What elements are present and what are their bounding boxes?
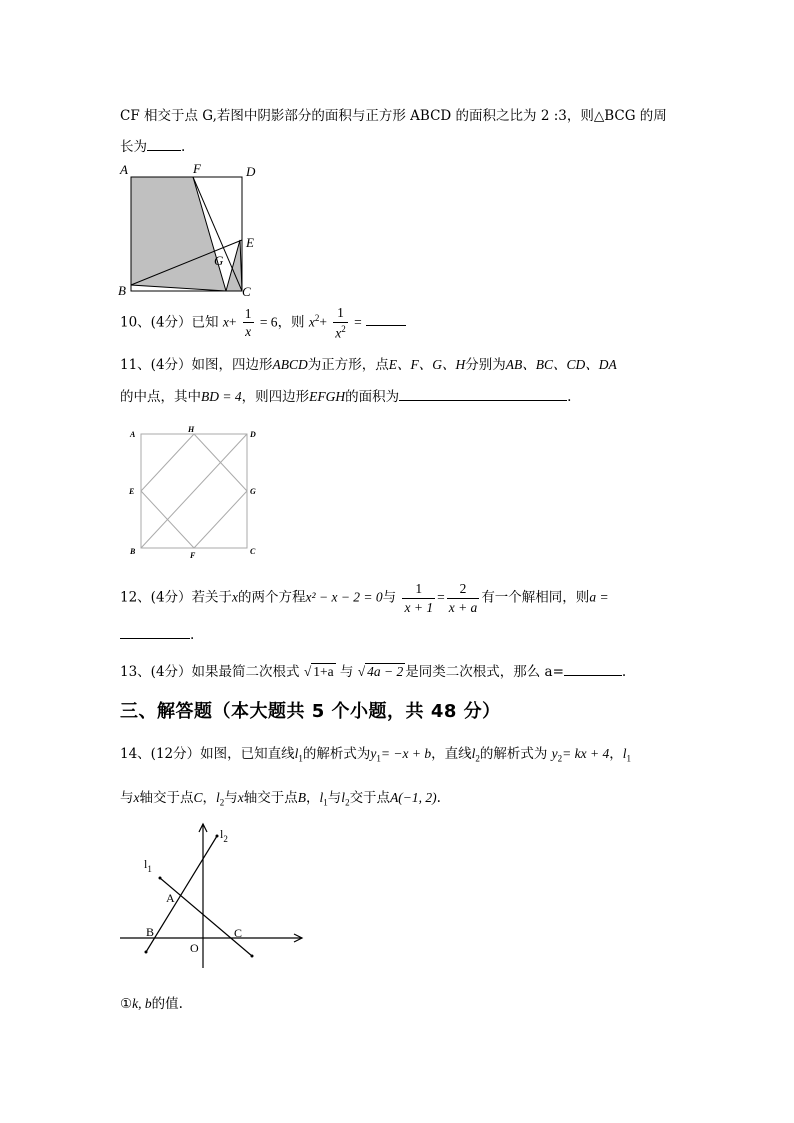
label-E: E	[246, 235, 254, 250]
q14-line1: 14、(12分）如图，已知直线$l_1$的解析式为$y_1= -x + b$，直线$l_2$的解析式为 $y_2=$ kx + 4，$l_1$	[120, 746, 632, 764]
fraction: $\frac{1}{x + 1}$	[404, 581, 434, 615]
q9-square-figure	[114, 160, 264, 300]
label-C: C	[250, 547, 256, 556]
fraction: $\frac{1}{x^2}$	[335, 305, 346, 340]
q13-line: 13、(4分）如果最简二次根式 √ 1+a 与 √ 4a − 2 是同类二次根式，那么 a= .	[120, 660, 626, 680]
label-l1: $l_1$	[144, 857, 152, 874]
q9-text-line1: CF 相交于点 G,若图中阴影部分的面积与正方形 ABCD 的面积之比为 2 :3，则△BCG 的周	[120, 108, 667, 124]
label-A: A	[130, 430, 136, 439]
answer-blank[interactable]	[366, 311, 406, 326]
label-G: G	[214, 253, 224, 268]
sqrt: √ 4a − 2	[357, 664, 404, 679]
label-F: F	[190, 551, 196, 559]
label-A: A	[166, 891, 175, 905]
label-H: H	[188, 425, 195, 434]
q12-line1: 12、(4分）若关于x的两个方程x² − x − 2 = 0与 $\frac{1}{x + 1}$ = $\frac{2}{x + a}$ 有一个解相同，则a =	[120, 581, 609, 615]
answer-blank[interactable]	[564, 661, 622, 676]
q9-text-line2: 长为 .	[120, 135, 185, 155]
label-B: B	[146, 925, 155, 939]
label-B: B	[118, 283, 126, 298]
fraction: $\frac{2}{x + a}$	[448, 581, 478, 615]
q14-part1: ①k, b的值.	[120, 996, 183, 1012]
q14-coordinate-figure	[112, 818, 322, 978]
label-D: D	[250, 430, 256, 439]
label-F: F	[193, 161, 201, 176]
q9-text: 长为	[120, 139, 147, 155]
q10-line: 10、(4分）已知 x+ $\frac{1}{x}$ = 6，则 $x^2+$ $\frac{1}{x^2}$ =	[120, 306, 406, 340]
answer-blank[interactable]	[147, 136, 181, 151]
sqrt: √ 1+a	[303, 664, 334, 679]
q14-line2: 与x轴交于点C，$l_2$与x轴交于点B，$l_1$与$l_2$交于点A(−1, 2).	[120, 790, 441, 808]
section-heading: 三、解答题（本大题共 5 个小题，共 48 分）	[120, 701, 501, 722]
q11-line1: 11、(4分）如图，四边形ABCD为正方形，点E、F、G、H分别为AB、BC、CD、DA	[120, 357, 617, 373]
label-B: B	[130, 547, 136, 556]
label-O: O	[190, 941, 199, 955]
answer-blank[interactable]	[399, 386, 567, 401]
label-A: A	[120, 162, 128, 177]
label-C: C	[242, 284, 251, 299]
label-C: C	[234, 926, 243, 940]
answer-blank[interactable]	[120, 624, 190, 639]
q11-line2: 的中点，其中BD = 4，则四边形EFGH的面积为 .	[120, 385, 571, 405]
q11-square-figure	[126, 424, 266, 559]
label-G: G	[250, 487, 256, 496]
q12-line2: .	[120, 624, 194, 643]
label-l2: $l_2$	[220, 827, 228, 844]
fraction: $\frac{1}{x}$	[244, 305, 252, 340]
label-D: D	[246, 164, 256, 179]
label-E: E	[129, 487, 135, 496]
